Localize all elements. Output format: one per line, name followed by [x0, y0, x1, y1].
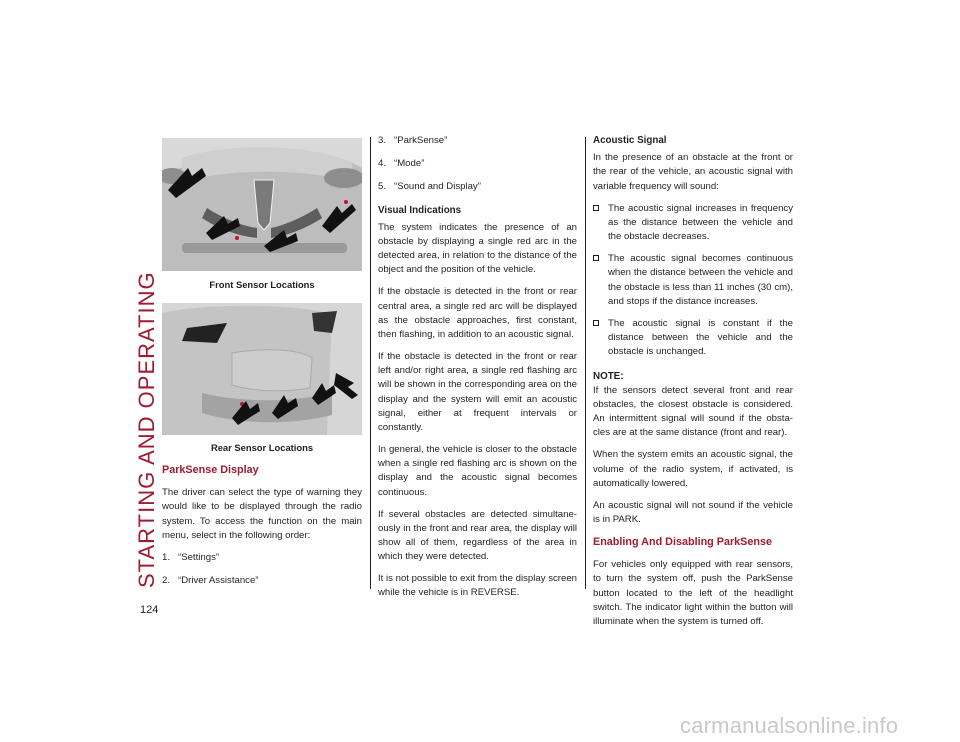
parksense-display-heading: ParkSense Display: [162, 464, 259, 476]
note-text: If the sensors detect several front and rear obstacles, the closest obstacle is considered. An intermittent signal will sound if the obsta-cles are at the same distance (front and rear).: [593, 384, 793, 439]
list-item: 5. “Sound and Display”: [378, 181, 481, 193]
paragraph: If the obstacle is detected in the front or rear left and/or right area, a single red flashing arc will be shown in the corresponding area on the display and the system will emit an acoustic signal, either at frequent intervals or constantly.: [378, 351, 577, 434]
enabling-disabling-heading: Enabling And Disabling ParkSense: [593, 536, 772, 549]
acoustic-signal-heading: Acoustic Signal: [593, 135, 667, 146]
paragraph: The system indicates the presence of an obstacle by displaying a single red arc in the detected area, in relation to the distance of the object and the position of the vehicle.: [378, 221, 577, 276]
paragraph: When the system emits an acoustic signal, the volume of the radio system, if activated, is automatically lowered.: [593, 449, 793, 489]
rear-sensor-caption: Rear Sensor Locations: [210, 442, 314, 453]
page-number: 124: [140, 604, 159, 616]
paragraph: In the presence of an obstacle at the front or the rear of the vehicle, an acoustic signal with variable frequency will sound:: [593, 152, 793, 192]
column-divider: [370, 137, 371, 589]
paragraph: If the obstacle is detected in the front or rear central area, a single red arc will be displayed as the obstacle approaches, first constant, then flashing, in addition to an acoustic signal.: [378, 286, 577, 341]
bullet-item: The acoustic signal is constant if the distance between the vehicle and the obstacle is unchanged.: [593, 317, 793, 360]
front-sensor-caption: Front Sensor Locations: [209, 279, 315, 290]
rear-sensor-figure: [162, 303, 362, 435]
column-3-text: [593, 134, 793, 637]
checkbox-bullet-icon: [593, 205, 599, 211]
chapter-title-text: STARTING AND OPERATING: [134, 271, 159, 588]
paragraph: It is not possible to exit from the display screen while the vehicle is in REVERSE.: [378, 573, 577, 599]
chapter-side-title: [132, 140, 160, 590]
front-sensor-illustration: [162, 138, 362, 271]
note-label: NOTE:: [593, 370, 624, 382]
paragraph: If several obstacles are detected simultane-ously in the front and rear area, the display will show all of them, regardless of the area in which they were detected.: [378, 508, 577, 563]
paragraph: An acoustic signal will not sound if the vehicle is in PARK.: [593, 499, 793, 526]
watermark: carmanualsonline.info: [680, 713, 899, 738]
checkbox-bullet-icon: [593, 255, 599, 261]
paragraph: In general, the vehicle is closer to the obstacle when a single red flashing arc is shown on the display and the acoustic signal becomes continuous.: [378, 444, 577, 498]
bullet-item: The acoustic signal becomes continuous when the distance between the vehicle and the obstacle is less than 11 inches (30 cm), and stops if the distance increases.: [593, 252, 793, 309]
list-item: 1. “Settings”: [162, 551, 220, 563]
list-item: 4. “Mode”: [378, 158, 425, 170]
parksense-display-intro: The driver can select the type of warning they would like to be displayed through the radio system. To access the function on the main menu, select in the following order:: [162, 487, 362, 541]
paragraph: For vehicles only equipped with rear sensors, to turn the system off, push the ParkSense button located to the left of the headlight switch. The indicator light within the button will illuminate when the system is turned off.: [593, 559, 793, 628]
visual-indications-heading: Visual Indications: [378, 204, 462, 216]
list-item: 3. “ParkSense”: [378, 135, 448, 146]
front-sensor-figure: [162, 138, 362, 271]
checkbox-bullet-icon: [593, 320, 599, 326]
bullet-item: The acoustic signal increases in frequency as the distance between the vehicle and the obstacle decreases.: [593, 202, 793, 245]
column-2-text: [378, 134, 577, 608]
column-1-text: [162, 463, 362, 597]
rear-sensor-illustration: [162, 303, 362, 435]
column-divider: [585, 137, 586, 589]
list-item: 2. “Driver Assistance”: [162, 575, 259, 587]
